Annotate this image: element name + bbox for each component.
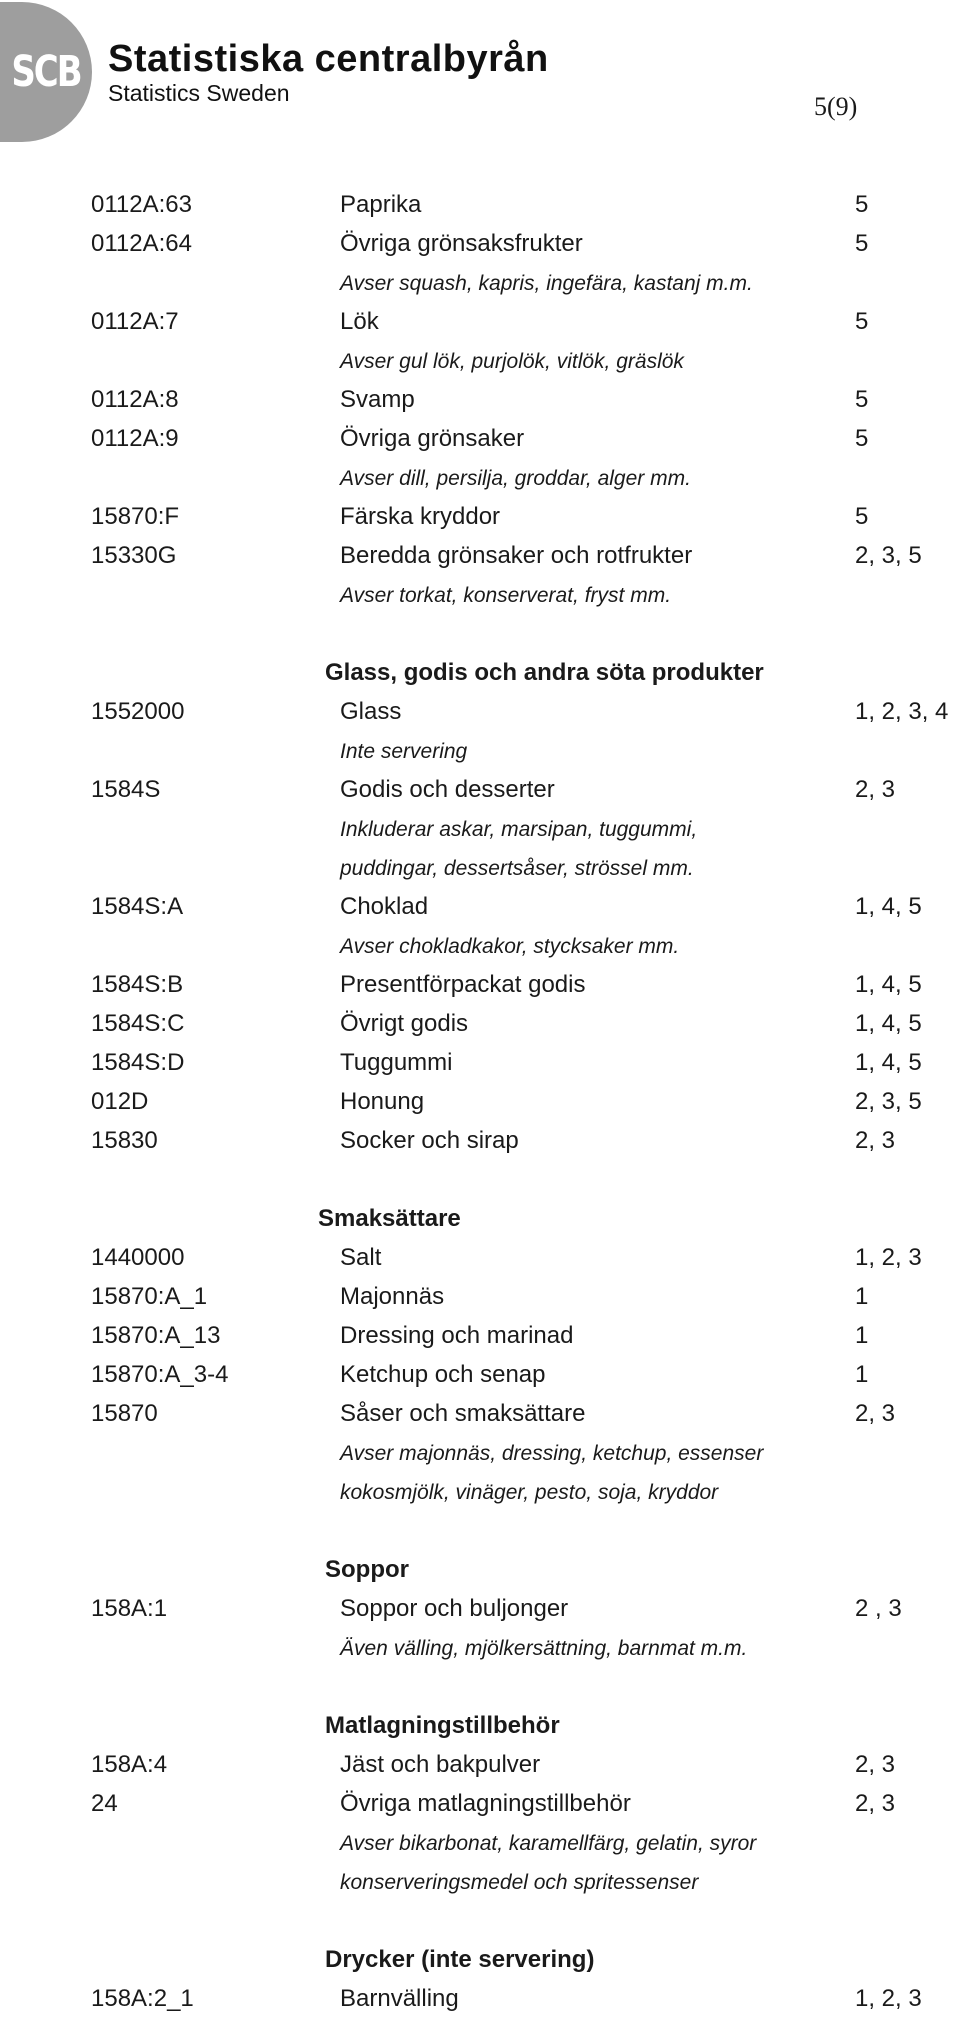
item-code: 1552000 <box>91 698 185 725</box>
item-name: Dressing och marinad <box>340 1322 574 1349</box>
item-name: Salt <box>340 1244 382 1271</box>
note-text: Avser chokladkakor, stycksaker mm. <box>340 935 680 958</box>
item-numbers: 1 <box>855 1283 869 1310</box>
table-row <box>0 1591 960 1630</box>
item-note <box>0 1864 960 1903</box>
item-name: Övriga grönsaker <box>340 425 525 452</box>
section-heading-row <box>0 1552 960 1591</box>
item-name: Glass <box>340 698 402 725</box>
item-numbers: 1, 4, 5 <box>855 1049 922 1076</box>
spacer <box>0 1669 960 1708</box>
item-note <box>0 265 960 304</box>
item-code: 0112A:63 <box>91 191 192 218</box>
item-name: Presentförpackat godis <box>340 971 586 998</box>
section-heading-row <box>0 1201 960 1240</box>
item-numbers: 1, 2, 3 <box>855 1244 922 1271</box>
item-numbers: 2, 3 <box>855 1751 896 1778</box>
item-note <box>0 1630 960 1669</box>
spacer <box>0 1513 960 1552</box>
item-note <box>0 811 960 850</box>
item-name: Färska kryddor <box>340 503 501 530</box>
item-name: Choklad <box>340 893 429 920</box>
table-row <box>0 499 960 538</box>
item-name: Paprika <box>340 191 422 218</box>
item-name: Godis och desserter <box>340 776 555 803</box>
note-text: Avser squash, kapris, ingefära, kastanj m.m. <box>340 272 753 295</box>
page-number: 5(9) <box>814 92 858 121</box>
table-row <box>0 1318 960 1357</box>
item-note <box>0 1825 960 1864</box>
item-numbers: 1 <box>855 1322 869 1349</box>
page-header <box>0 0 960 150</box>
item-code: 15330G <box>91 542 177 569</box>
table-row <box>0 889 960 928</box>
table-row <box>0 694 960 733</box>
item-note <box>0 850 960 889</box>
item-code: 15870:F <box>91 503 180 530</box>
item-name: Lök <box>340 308 379 335</box>
table-row <box>0 1084 960 1123</box>
item-code: 012D <box>91 1088 149 1115</box>
table-row <box>0 1786 960 1825</box>
table-row <box>0 226 960 265</box>
item-code: 15870:A_1 <box>91 1283 208 1310</box>
item-code: 158A:4 <box>91 1751 168 1778</box>
table-row <box>0 1123 960 1162</box>
item-note <box>0 1435 960 1474</box>
table-row <box>0 1396 960 1435</box>
item-note <box>0 733 960 772</box>
note-text: Avser bikarbonat, karamellfärg, gelatin, syror <box>340 1832 757 1855</box>
table-row <box>0 1981 960 2020</box>
item-numbers: 2, 3 <box>855 776 896 803</box>
table-row <box>0 1045 960 1084</box>
table-row <box>0 382 960 421</box>
item-name: Övriga grönsaksfrukter <box>340 230 583 257</box>
note-text: puddingar, dessertsåser, strössel mm. <box>340 857 694 880</box>
item-name: Beredda grönsaker och rotfrukter <box>340 542 693 569</box>
item-numbers: 5 <box>855 230 869 257</box>
item-code: 1584S:C <box>91 1010 185 1037</box>
note-text: Avser majonnäs, dressing, ketchup, essenser <box>340 1442 764 1465</box>
item-name: Majonnäs <box>340 1283 445 1310</box>
item-name: Barnvälling <box>340 1985 459 2012</box>
scb-logo: SCB <box>0 2 92 142</box>
item-numbers: 5 <box>855 191 869 218</box>
item-name: Svamp <box>340 386 415 413</box>
item-code: 1584S <box>91 776 161 803</box>
item-code: 24 <box>91 1790 118 1817</box>
item-code: 158A:2_1 <box>91 1985 194 2012</box>
section-heading-row <box>0 655 960 694</box>
item-name: Övriga matlagningstillbehör <box>340 1790 631 1817</box>
item-code: 1584S:A <box>91 893 184 920</box>
item-numbers: 5 <box>855 503 869 530</box>
note-text: Inte servering <box>340 740 468 763</box>
table-row <box>0 187 960 226</box>
table-row <box>0 1006 960 1045</box>
product-list <box>0 187 960 2020</box>
note-text: kokosmjölk, vinäger, pesto, soja, kryddor <box>340 1481 719 1504</box>
item-numbers: 2 , 3 <box>855 1595 902 1622</box>
item-note <box>0 577 960 616</box>
item-name: Honung <box>340 1088 425 1115</box>
item-name: Övrigt godis <box>340 1010 469 1037</box>
section-title: Glass, godis och andra söta produkter <box>325 659 764 686</box>
item-code: 15870:A_13 <box>91 1322 221 1349</box>
table-row <box>0 304 960 343</box>
item-numbers: 1, 2, 3, 4 <box>855 698 949 725</box>
item-name: Socker och sirap <box>340 1127 519 1154</box>
item-code: 0112A:8 <box>91 386 179 413</box>
item-numbers: 1 <box>855 1361 869 1388</box>
note-text: Avser torkat, konserverat, fryst mm. <box>340 584 672 607</box>
item-code: 15870:A_3-4 <box>91 1361 229 1388</box>
item-note <box>0 1474 960 1513</box>
item-code: 0112A:7 <box>91 308 179 335</box>
item-note <box>0 460 960 499</box>
section-heading-row <box>0 1942 960 1981</box>
item-note <box>0 928 960 967</box>
item-numbers: 1, 4, 5 <box>855 971 922 998</box>
note-text: konserveringsmedel och spritessenser <box>340 1871 699 1894</box>
spacer <box>0 1903 960 1942</box>
item-name: Jäst och bakpulver <box>340 1751 541 1778</box>
item-code: 1584S:B <box>91 971 184 998</box>
table-row <box>0 538 960 577</box>
table-row <box>0 1240 960 1279</box>
item-numbers: 2, 3, 5 <box>855 1088 922 1115</box>
table-row <box>0 1279 960 1318</box>
item-numbers: 1, 2, 3 <box>855 1985 922 2012</box>
item-code: 158A:1 <box>91 1595 168 1622</box>
table-row <box>0 1357 960 1396</box>
item-code: 15870 <box>91 1400 158 1427</box>
table-row <box>0 421 960 460</box>
item-code: 0112A:9 <box>91 425 179 452</box>
org-subtitle: Statistics Sweden <box>108 80 290 106</box>
item-numbers: 5 <box>855 308 869 335</box>
item-code: 1440000 <box>91 1244 185 1271</box>
item-numbers: 5 <box>855 425 869 452</box>
section-title: Matlagningstillbehör <box>325 1712 560 1739</box>
note-text: Avser gul lök, purjolök, vitlök, gräslök <box>340 350 684 373</box>
item-code: 0112A:64 <box>91 230 192 257</box>
note-text: Inkluderar askar, marsipan, tuggummi, <box>340 818 698 841</box>
section-title: Soppor <box>325 1556 409 1583</box>
spacer <box>0 1162 960 1201</box>
item-code: 15830 <box>91 1127 158 1154</box>
table-row <box>0 967 960 1006</box>
table-row <box>0 772 960 811</box>
item-name: Ketchup och senap <box>340 1361 546 1388</box>
section-heading-row <box>0 1708 960 1747</box>
item-code: 1584S:D <box>91 1049 185 1076</box>
item-numbers: 2, 3 <box>855 1400 896 1427</box>
item-numbers: 1, 4, 5 <box>855 1010 922 1037</box>
org-name: Statistiska centralbyrån <box>108 38 549 80</box>
item-name: Soppor och buljonger <box>340 1595 569 1622</box>
item-numbers: 2, 3 <box>855 1127 896 1154</box>
item-numbers: 1, 4, 5 <box>855 893 922 920</box>
section-title: Smaksättare <box>318 1205 461 1232</box>
spacer <box>0 616 960 655</box>
item-numbers: 2, 3, 5 <box>855 542 922 569</box>
note-text: Även välling, mjölkersättning, barnmat m.m. <box>340 1637 748 1660</box>
item-numbers: 5 <box>855 386 869 413</box>
note-text: Avser dill, persilja, groddar, alger mm. <box>340 467 691 490</box>
item-name: Såser och smaksättare <box>340 1400 586 1427</box>
table-row <box>0 1747 960 1786</box>
item-name: Tuggummi <box>340 1049 453 1076</box>
item-numbers: 2, 3 <box>855 1790 896 1817</box>
section-title: Drycker (inte servering) <box>325 1946 595 1973</box>
item-note <box>0 343 960 382</box>
